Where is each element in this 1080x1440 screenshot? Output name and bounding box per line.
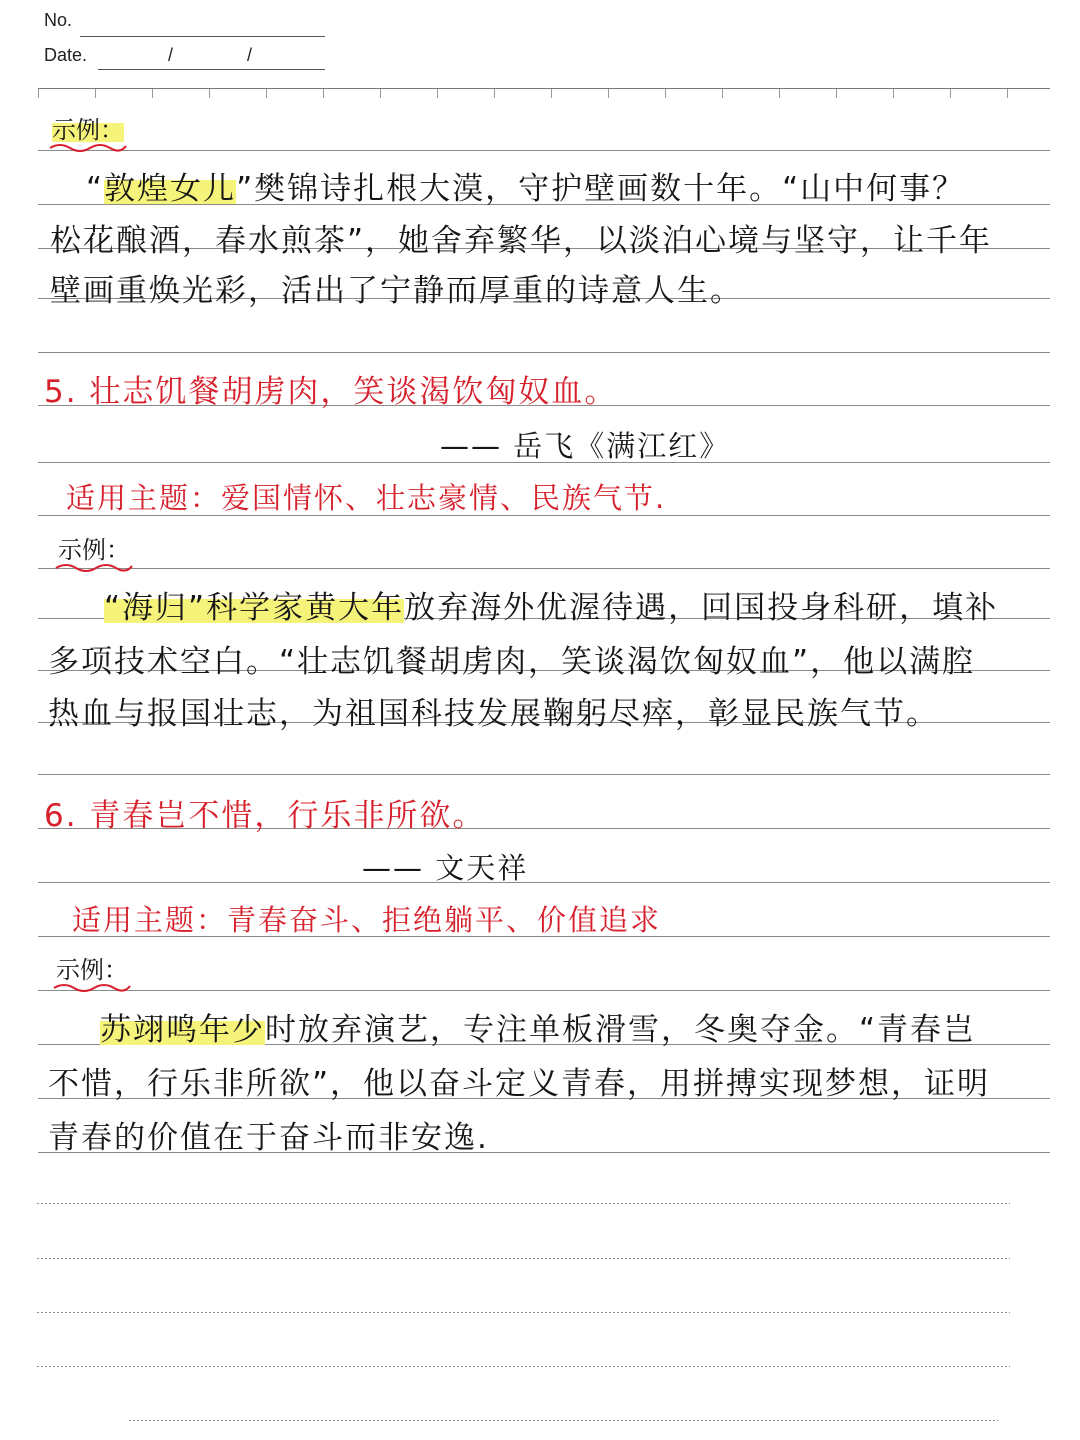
date-underline [98,69,325,70]
example-1-line-2: 松花酿酒，春水煎茶”，她舍弃繁华，以淡泊心境与坚守，让千年 [50,223,993,259]
quote-6-attribution: —— 文天祥 [362,851,529,885]
example-3-line-1: 苏翊鸣年少时放弃演艺，专注单板滑雪，冬奥夺金。“青春岂 [100,1012,977,1048]
example-label-text: 示例： [58,536,130,564]
example-2-line-3: 热血与报国壮志，为祖国科技发展鞠躬尽瘁，彰显民族气节。 [48,696,939,732]
ruled-line [38,774,1050,775]
ruled-line [38,150,1050,151]
dotted-line [128,1420,998,1421]
squiggle-underline-3 [52,980,132,994]
example-3-line-2: 不惜，行乐非所欲”，他以奋斗定义青春，用拼搏实现梦想，证明 [48,1066,991,1102]
highlighter-mark: “海归”科学家黄大年 [104,590,405,626]
example-1-line-3: 壁画重焕光彩，活出了宁静而厚重的诗意人生。 [50,273,743,309]
date-separator-2: / [247,45,253,65]
example-1-line-1: “敦煌女儿”樊锦诗扎根大漠，守护壁画数十年。“山中何事？ [86,171,966,207]
no-underline [80,36,325,37]
date-label: Date. [44,45,88,65]
example-2-line-2: 多项技术空白。“壮志饥餐胡虏肉，笑谈渴饮匈奴血”，他以满腔 [48,644,976,680]
top-ruled-line [38,88,1050,100]
date-separator-1: / [168,45,174,65]
highlighter-mark: 敦煌女儿 [104,171,237,207]
ruled-line [38,990,1050,991]
ruled-line [38,568,1050,569]
quote-6-theme: 适用主题：青春奋斗、拒绝躺平、价值追求 [72,903,662,937]
ruled-line [38,882,1050,883]
quote-5-attribution: —— 岳飞《满江红》 [440,429,731,463]
ruled-line [38,352,1050,353]
dotted-line [36,1366,1010,1367]
squiggle-underline-1 [48,140,128,154]
example-2-line-1: “海归”科学家黄大年放弃海外优渥待遇，回国投身科研，填补 [104,590,999,626]
example-label-text: 示例： [56,956,128,984]
quote-5-text: 5. 壮志饥餐胡虏肉，笑谈渴饮匈奴血。 [44,374,618,410]
example-3-line-3: 青春的价值在于奋斗而非安逸. [48,1120,489,1156]
no-label: No. [44,10,73,30]
quote-5-theme: 适用主题：爱国情怀、壮志豪情、民族气节. [66,481,667,515]
example-label-text: 示例： [52,116,124,144]
dotted-line [36,1203,1010,1204]
squiggle-underline-2 [54,560,134,574]
highlighter-mark: 苏翊鸣年少 [100,1012,265,1048]
dotted-line [36,1312,1010,1313]
dotted-line [36,1258,1010,1259]
quote-6-text: 6. 青春岂不惜，行乐非所欲。 [44,798,486,834]
